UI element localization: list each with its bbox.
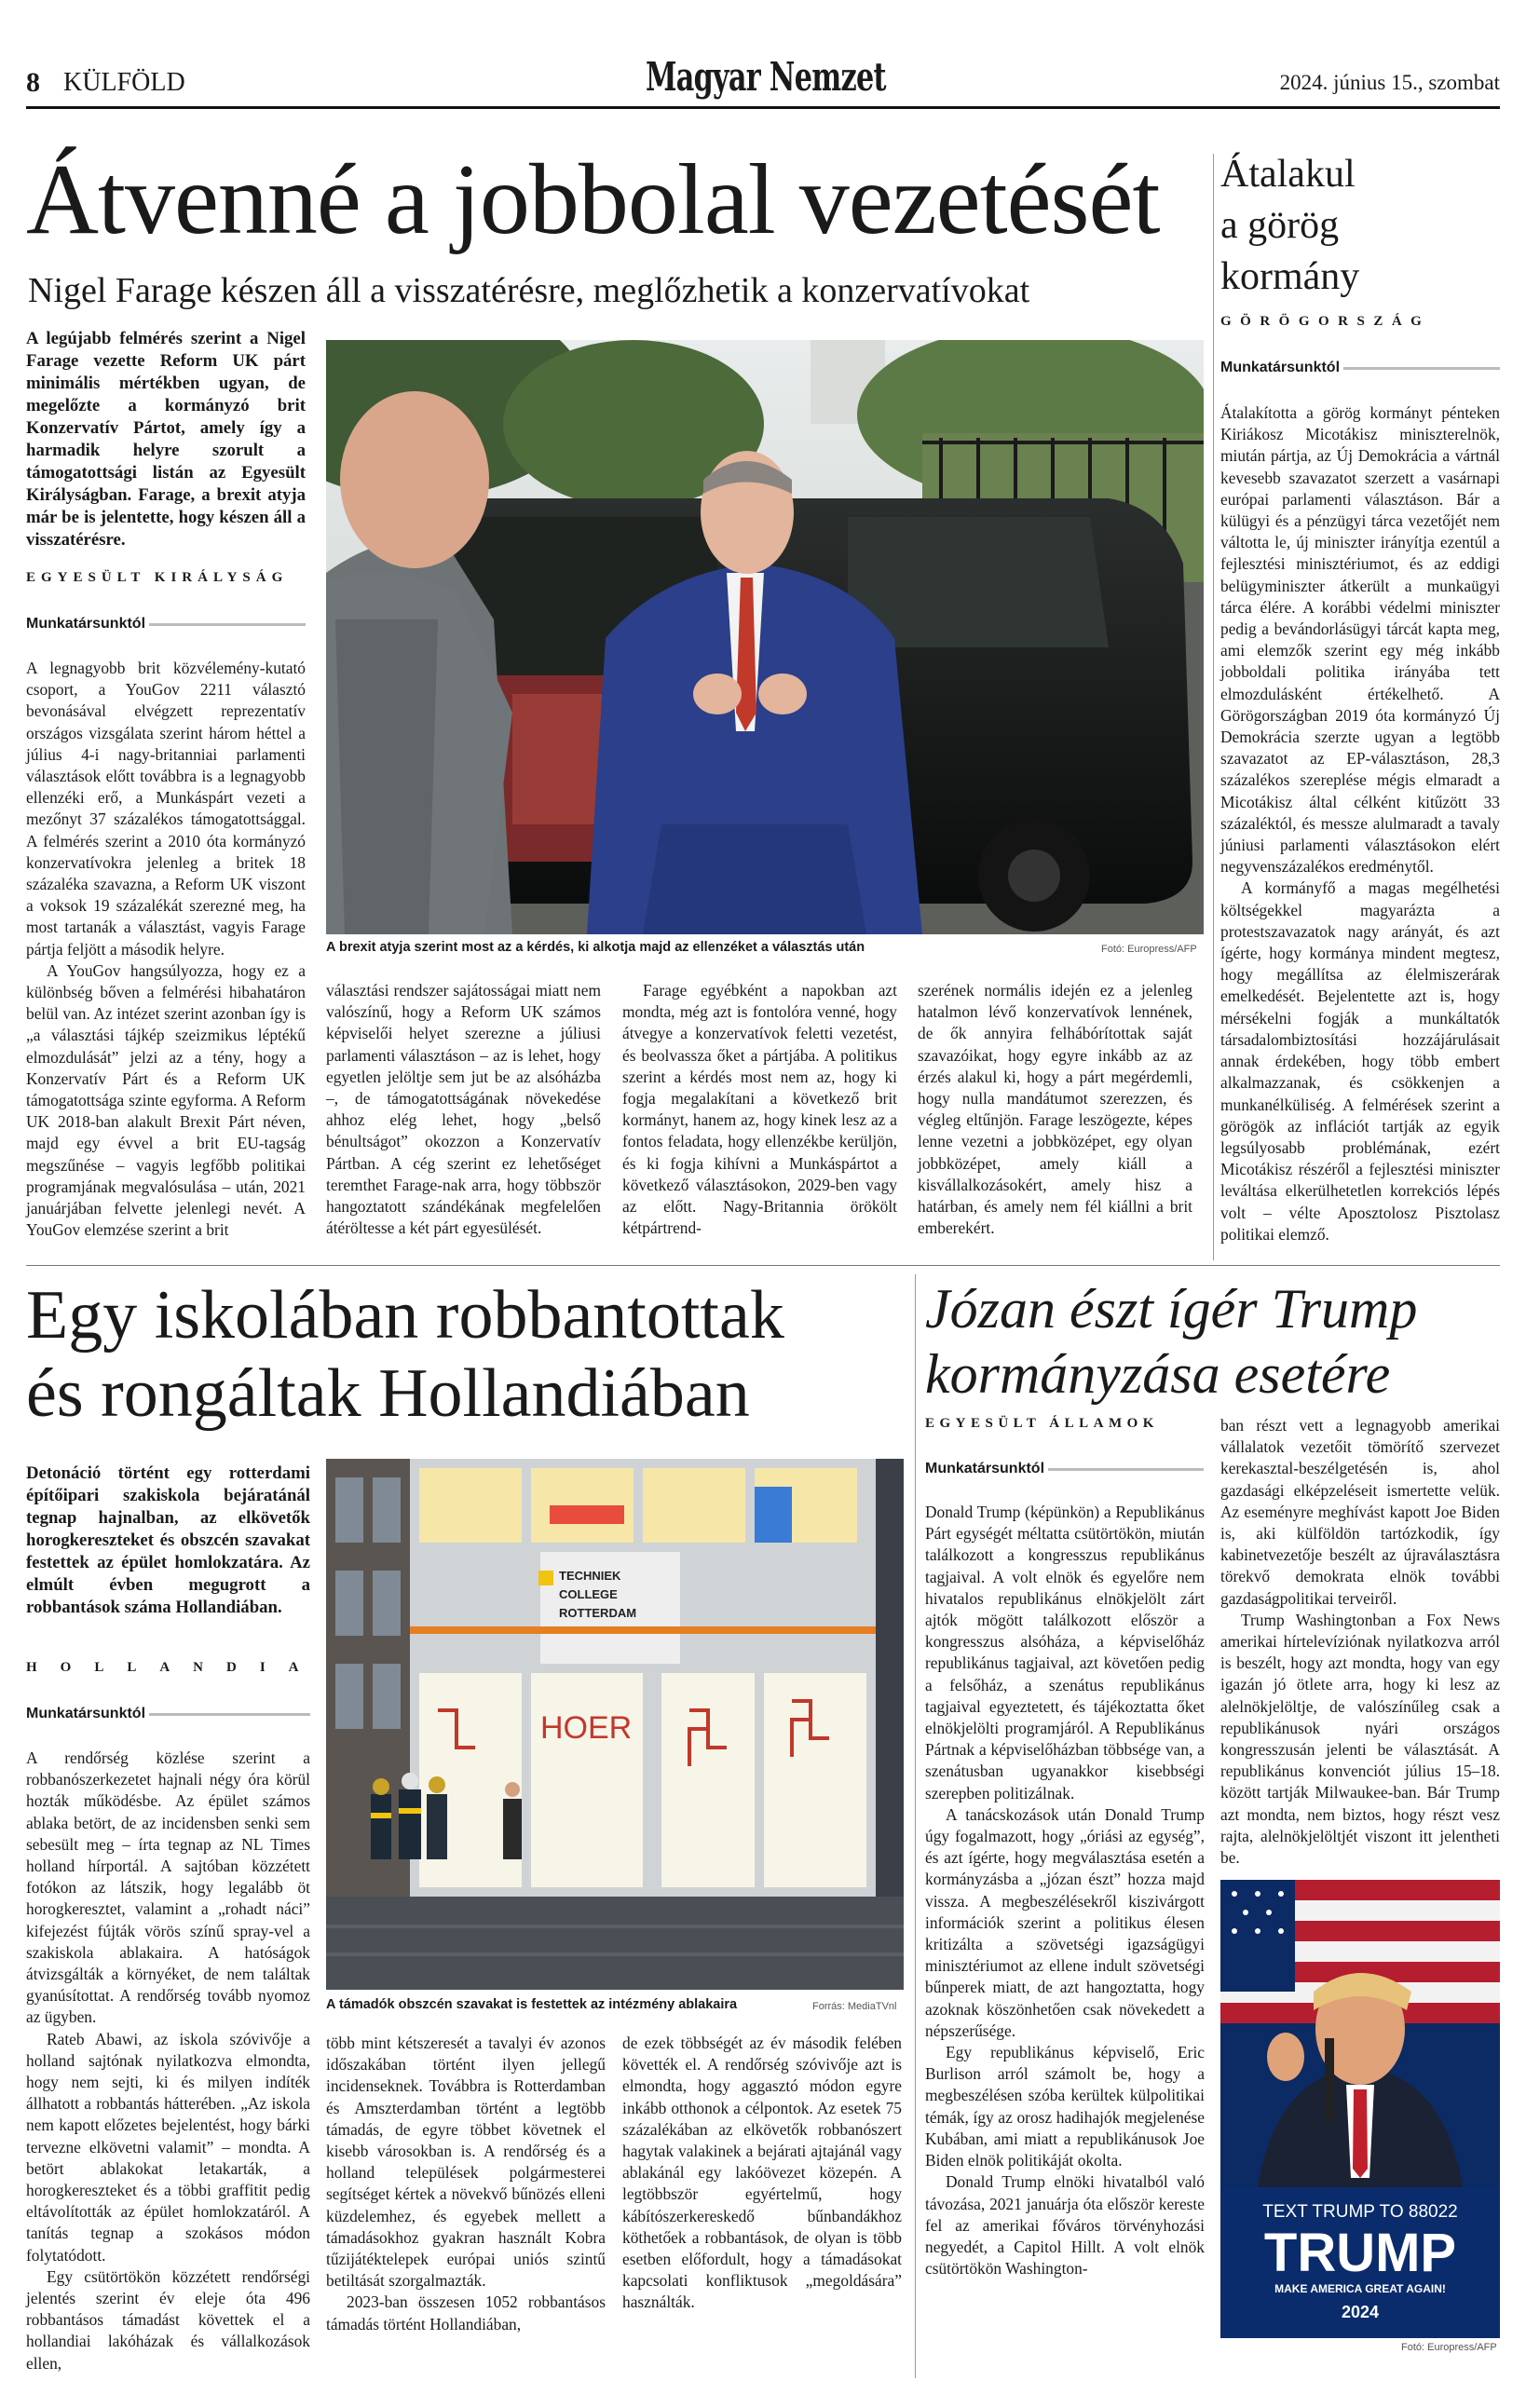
paragraph: Farage egyébként a napokban azt mondta, még azt is fontolóra venné, hogy átvegye a konzervatívok feletti vezetést, és beolvassza őket a pártjába. A politikus szerint a kérdés most nem az, hogy ki fogja megalakítani a következő brit kormányt, hanem az, hogy kinek lesz az a fontos feladata, hogy ellenzékbe kerüljön, és ki fogja kihívni a Munkáspártot a következő választásokon, 2029-ben vagy az előtt. Nagy-Britannia örökölt kétpártrend-	[622, 981, 897, 1238]
school-photo-credit: Forrás: MediaTVnl	[812, 2001, 897, 2012]
article1-byline: Munkatársunktól	[26, 616, 146, 632]
farage-photo-caption: A brexit atyja szerint most az a kérdés, ki alkotja majd az ellenzéket a választás után	[326, 940, 865, 955]
sign-slogan: MAKE AMERICA GREAT AGAIN!	[1274, 2282, 1446, 2295]
article3-title-line: Józan észt ígér Trump	[925, 1278, 1418, 1340]
sidebar-title-line: a görög	[1220, 204, 1340, 247]
paragraph: A tanácskozások után Donald Trump úgy fogalmazott, hogy „óriási az egység”, és azt ígérte, hogy megválasztása esetén a kormányzásba a „józan észt” hozza majd vissza. A megbeszélésekről kiszivárgott információk szerint a politikus élesen kritizálta a szövetségi igazságügyi minisztériumot az ellene indult szövetségi bűnperek miatt, de azt hangoztatta, hogy azoknak köszönhetően csak növekedett a népszerűsége.	[925, 1804, 1205, 2040]
article1-column-3	[622, 980, 897, 1239]
page-number: 8	[26, 67, 40, 98]
sign-line-2: COLLEGE	[559, 1587, 618, 1601]
farage-photo-credit: Fotó: Europress/AFP	[1101, 944, 1197, 955]
sign-year: 2024	[1341, 2303, 1380, 2321]
article3-divider	[915, 1274, 916, 2378]
article2-lead: Detonáció történt egy rotterdami építőipari szakiskola bejáratánál tegnap hajnalban, az elkövetők horogkereszteket és obszcén szavakat festettek az épület homlokzatára. Az elmúlt évben megugrott a robbantások száma Hollandiában.	[26, 1463, 310, 1617]
paragraph: Egy csütörtökön közzétett rendőrségi jelentés szerint év eleje óta 496 robbantásos támadást követtek el a hollandiai lakóházak és vállalkozások ellen,	[26, 2266, 310, 2373]
sign-line-1: TECHNIEK	[559, 1569, 621, 1583]
section-separator	[26, 1265, 1500, 1266]
paragraph: szerének normális idején ez a jelenleg hatalmon lévő konzervatívok lennének, de ők annyira felhábórítottak saját szavazóikat, hogy egyre inkább az az érzés alakul ki, hogy a párt megérdemli, hogy nulla mandátumot szerezzen, és végleg eltűnjön. Farage leszögezte, képes lenne vezetni a jobbközépet, egy olyan jobbközépet, amely kiáll a kisvállalkozásokért, amely hisz a határban, és amely nem fél kiállni a brit emberekért.	[918, 981, 1192, 1238]
article1-column-1	[26, 658, 306, 1241]
article3-column-2	[1220, 1415, 1500, 1869]
article1-column-4	[918, 980, 1192, 1239]
article1-title: Átvenné a jobbolal vezetését	[26, 144, 1160, 255]
article3-kicker: EGYESÜLT ÁLLAMOK	[925, 1416, 1159, 1431]
school-photo	[326, 1459, 904, 1990]
article2-column-1	[26, 1748, 310, 2374]
paragraph: Trump Washingtonban a Fox News amerikai hírtelevíziónak nyilatkozva arról is beszélt, hogy azt mondta, hogy van egy igazán jó ötlete arra, hogy ki lesz az alelnökjelöltje, de valószínűleg csak a republikánusok nyári országos kongresszusán jelenti be választását. A republikánus konvenciót július 15–18. között tartják Milwaukee-ban. Bár Trump azt mondta, nem biztos, hogy részt vesz rajta, alelnökjelöltjét viszont itt jelentheti be.	[1220, 1610, 1500, 1868]
sidebar-title	[1220, 149, 1359, 303]
sidebar-body	[1220, 402, 1500, 1245]
paragraph: ban részt vett a legnagyobb amerikai vállalatok vezetőit tömörítő szervezet kerekasztal-beszélgetésén is, ahol gazdasági elképzeléseit ismertette velük. Az eseményre meghívást kapott Joe Biden is, aki külföldön tartózkodik, így kabinetvezetője beszélt az újraválasztásra törekvő demokrata elnök további gazdaságpolitikai terveiről.	[1220, 1416, 1500, 1608]
byline-rule	[1048, 1468, 1204, 1471]
paragraph: Donald Trump elnöki hivatalból való távozása, 2021 januárja óta először kereste fel az amerikai főváros törvényhozási negyedét, a Capitol Hillt. A volt elnök csütörtökön Washington-	[925, 2172, 1205, 2279]
article2-title-line: és rongáltak Hollandiában	[26, 1355, 750, 1432]
paragraph: A legnagyobb brit közvélemény-kutató csoport, a YouGov 2211 választó bevonásával elvégzett reprezentatív országos vizsgálata szerint három héttel a július 4-i nagy-britanniai parlamenti választások előtt továbbra is a legnagyobb ellenzéki erő, a Munkáspárt vezeti a mezőnyt 37 százalékos támogatottsággal. A felmérés szerint a 2010 óta kormányzó konzervatívokra jelenleg a britek 18 százaléka szavazna, a Reform UK viszont a voksok 19 százalékát szerezné meg, ha most tartanák a választást, vagyis Farage pártja feljött a második helyre.	[26, 659, 306, 959]
article3-column-1	[925, 1502, 1205, 2279]
byline-rule	[149, 623, 306, 626]
paragraph: több mint kétszeresét a tavalyi év azonos időszakában történt ilyen jellegű incidenseknek. Továbbra is Rotterdamban és Amszterdamban történt a legtöbb támadás, de egyre többet követnek el kisebb városokban is. A rendőrség és a holland települések polgármesterei segítséget kértek a növekvő bűnözés elleni küzdelemhez, és egyebek mellett a támadásokhoz gyakran használt Kobra tűzijátéktelepek európai uniós szintű betiltását szorgalmazták.	[326, 2034, 606, 2291]
farage-photo	[326, 340, 1204, 934]
header-rule	[26, 106, 1500, 109]
trump-photo	[1220, 1880, 1500, 2338]
paragraph: Rateb Abawi, az iskola szóvivője a holland sajtónak nyilatkozva elmondta, hogy nem sejti, ki és milyen indíték állhatott a robbantás hátterében. „Az iskola nem kapott előzetes bejelentést, hogy bárki tervezne elkövetni valamit” – mondta. A betört ablakokat letakarták, a horogkereszteket és a többi graffitit pedig eltávolították az épület homlokzatáról. A tanítás tegnap a szokásos módon folytatódott.	[26, 2029, 310, 2265]
paragraph: A rendőrség közlése szerint a robbanószerkezetet hajnali négy óra körül hozták működésbe. Az épület számos ablaka betört, de az incidensben senki sem sebesült meg – írta tegnap az NL Times holland hírportál. A sajtóban közzétett fotókon az látszik, hogy legalább öt horogkeresztet, valamint a „rohadt náci” kifejezést fújták vörös színű spray-vel a szakiskola ablakaira. A hatóságok átvizsgálták a környéket, de nem találtak gyanúsítottat. A rendőrség tovább nyomoz az ügyben.	[26, 1748, 310, 2027]
article1-subtitle: Nigel Farage készen áll a visszatérésre, meglőzhetik a konzervatívokat	[28, 271, 1030, 310]
sidebar-kicker: GÖRÖGORSZÁG	[1220, 314, 1431, 329]
section-name: KÜLFÖLD	[63, 68, 185, 97]
school-photo-caption: A támadók obszcén szavakat is festettek az intézmény ablakaira	[326, 1997, 738, 2012]
paragraph: választási rendszer sajátosságai miatt nem valószínű, hogy a Reform UK számos képviselői helyet szerezne a júliusi parlamenti választáson – az is lehet, hogy egyetlen jelöltje sem jut be az alsóházba –, de támogatottságának növekedése ahhoz elég lehet, hogy „belső bénultságot” okozzon a Konzervatív Pártban. A cég szerint ez lehetőséget teremthet Farage-nak arra, hogy többször hangoztatott szándékának megfelelően átéröltesse a két párt egyesülését.	[326, 981, 601, 1238]
sidebar-byline: Munkatársunktól	[1220, 360, 1341, 375]
svg-text:HOER: HOER	[540, 1710, 633, 1746]
article1-column-2	[326, 980, 601, 1239]
article1-kicker: EGYESÜLT KIRÁLYSÁG	[26, 570, 289, 585]
paragraph: de ezek többségét az év második felében követték el. A rendőrség szóvivője azt is elmondta, hogy aggasztó módon egyre inkább otthonok a célpontok. Az esetek 75 százalékában az elkövetők robbanószert hagytak valakinek a bejárati ajtajánál vagy ablakánál egy lakóövezet közepén. A legtöbbször egyértelmű, hogy kábítószerkereskedő bűnbandákhoz köthetőek a robbantások, de olyan is több esetben előfordult, hogy a támadásokat kapcsolati konfliktusok „megoldására” használták.	[622, 2034, 902, 2312]
paragraph: A kormányfő a magas megélhetési költségekkel magyarázta a protestszavazatok nagy arányát, és azt ígérte, hogy kormánya mindent megtesz, hogy megállítsa az élelmiszerárak emelkedését. Bejelentette azt is, hogy mérsékelni fogják a munkáltatók társadalombiztosítási hozzájárulásait annak érdekében, hogy több embert alkalmazzanak, és csökkenjen a munkanélküliség. A felmérések szerint a görögök az inflációt tartják az egyik legsúlyosabb problémának, ezért Micotákisz részéről a fejlesztési miniszter leváltása elkerülhetetlen korrekciós lépés volt – vélte Aposztolosz Pisztolasz politikai elemző.	[1220, 878, 1500, 1244]
sidebar-title-line: Átalakul	[1220, 153, 1356, 196]
paragraph: Donald Trump (képünkön) a Republikánus Párt egységét méltatta csütörtökön, miután találkozott a kongresszus republikánus tagjaival. A volt elnök és egyelőre nem hivatalos republikánus elnökjelölt zárt ajtók mögött találkozott először a kongresszus alsóháza, a képviselőház republikánus tagjaival, azt követően pedig a felsőház, a szenátus republikánus tagjaival egyeztetett, és tájékoztatta őket elnökjelölti programjáról. A Republikánus Pártnak a képviselőházban többsége van, a szenátusban ugyanakkor kisebbségi szerepben politizálnak.	[925, 1503, 1205, 1803]
paragraph: Átalakította a görög kormányt pénteken Kiriákosz Micotákisz miniszterelnök, miután pártja, az Új Demokrácia a vártnál kevesebb szavazatot szerzett a vasárnapi európai parlamenti választáson. Bár a külügyi és a pénzügyi tárca vezetőjét nem váltotta le, új miniszter irányítja ezentúl a fejlesztési minisztériumot, és az eddigi belügyminiszter átkerült a munkaügyi tárca élére. A korábbi védelmi miniszter pedig a bevándorlásügyi tárcát kapta meg, ami elemzők szerint egy még inkább jobboldali politika irányába tett elmozdulásként értékelhető. A Görögországban 2019 óta kormányzó Új Demokrácia szerzte ugyan a legtöbb szavazatot az EP-választáson, 28,3 százalékos szereplése mégis elmaradt a Micotákisz által célként kitűzött 33 százaléktól, és messze alulmaradt a tavaly júniusi parlamenti választásokon elért negyvenszázalékos eredménytől.	[1220, 403, 1500, 877]
article2-byline: Munkatársunktól	[26, 1706, 146, 1721]
masthead: Magyar Nemzet	[646, 54, 886, 100]
article3-title-line: kormányzása esetére	[925, 1343, 1391, 1405]
paragraph: Egy republikánus képviselő, Eric Burlison arról számolt be, hogy a megbeszélésen szóba kerültek külpolitikai témák, így az orosz hadihajók megjelenése Kubában, ami miatt a republikánusok Joe Biden elnök politikáját okolta.	[925, 2043, 1205, 2170]
trump-photo-credit: Fotó: Europress/AFP	[1401, 2342, 1497, 2353]
article2-title-line: Egy iskolában robbantottak	[26, 1277, 784, 1354]
article2-column-3	[622, 2033, 902, 2314]
sign-line-3: ROTTERDAM	[559, 1606, 637, 1620]
byline-rule	[1343, 367, 1500, 370]
article2-column-2	[326, 2033, 606, 2335]
page-header	[26, 54, 1500, 110]
sign-big-name: TRUMP	[1263, 2223, 1457, 2283]
article1-lead: A legújabb felmérés szerint a Nigel Farage vezette Reform UK párt minimális mértékben ugyan, de megelőzte a kormányzó brit Konzervatív Pártot, amely így a harmadik helyre szorult a támogatottsági listán az Egyesült Királyságban. Farage, a brexit atyja már be is jelentette, hogy készen áll a visszatérésre.	[26, 329, 306, 550]
sidebar-divider	[1213, 154, 1214, 1260]
sidebar-title-line: kormány	[1220, 255, 1360, 298]
article3-byline: Munkatársunktól	[925, 1461, 1045, 1476]
byline-rule	[149, 1713, 310, 1716]
paragraph: A YouGov hangsúlyozza, hogy ez a különbség bőven a felmérési hibahatáron belül van. Az intézet szerint azonban így is „a választási tájkép szeizmikus léptékű elmozdulását” jelzi az a tény, hogy a Konzervatív Párt és a Reform UK támogatottsága szinte egyforma. A Reform UK 2018-ban alakult Brexit Párt néven, majd egy évvel a brit EU-tagság megszűnése – vagyis legfőbb politikai programjának megvalósulása – után, 2021 januárjában felvette jelenlegi nevét. A YouGov elemzése szerint a brit	[26, 960, 306, 1240]
sign-text-line: TEXT TRUMP TO 88022	[1262, 2202, 1458, 2222]
paragraph: 2023-ban összesen 1052 robbantásos támadás történt Hollandiában,	[326, 2292, 606, 2333]
issue-date: 2024. június 15., szombat	[1279, 71, 1500, 94]
article2-kicker: HOLLANDIA	[26, 1660, 322, 1675]
article3-title	[925, 1276, 1417, 1407]
article2-title	[26, 1276, 784, 1433]
